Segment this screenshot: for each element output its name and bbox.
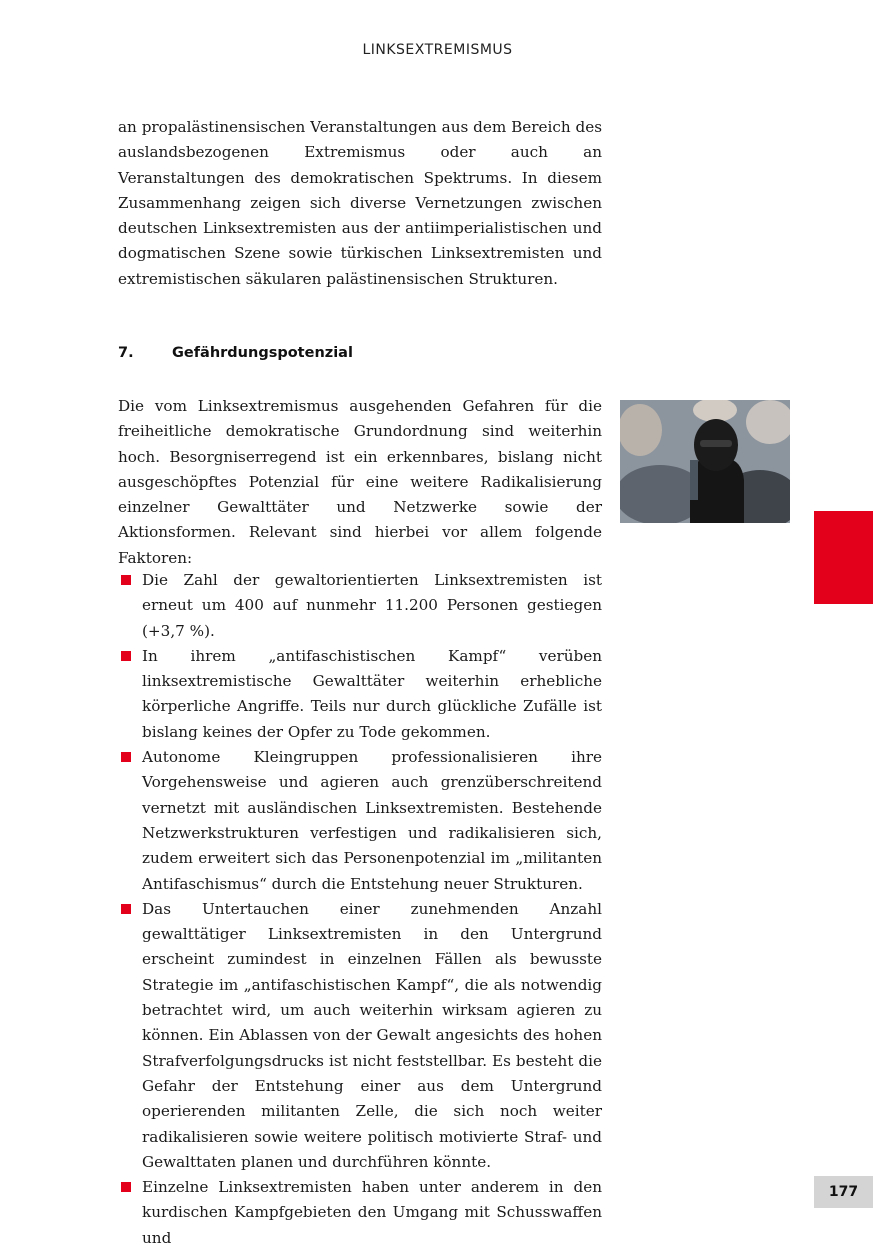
- list-item: [118, 745, 602, 897]
- bullet-square-icon: [121, 904, 131, 914]
- list-item: [118, 897, 602, 1175]
- list-item-text: Autonome Kleingruppen professionalisieren ihre Vorgehensweise und agieren auch grenzüberschreitend vernetzt mit ausländischen Linksextremisten. Bestehende Netzwerkstrukturen verfestigen und radikalisieren sich, zudem erweitert sich das Personenpotenzial im „militanten Antifaschismus“ durch die Entstehung neuer Strukturen.: [142, 748, 602, 893]
- list-item: [118, 1175, 602, 1251]
- masked-person-photo: [620, 400, 790, 523]
- list-item-text: Einzelne Linksextremisten haben unter anderem in den kurdischen Kampfgebieten den Umgang mit Schusswaffen und: [142, 1178, 602, 1247]
- running-header: LINKSEXTREMISMUS: [362, 42, 513, 58]
- section-body: [118, 394, 602, 571]
- section-number: 7.: [118, 345, 134, 361]
- section-paragraph: Die vom Linksextremismus ausgehenden Gefahren für die freiheitliche demokratische Grundordnung sind weiterhin hoch. Besorgniserregend ist ein erkennbares, bislang nicht ausgeschöpftes Potenzial für eine weitere Radikalisierung einzelner Gewalttäter und Netzwerke sowie der Aktionsformen. Relevant sind hierbei vor allem folgende Faktoren:: [118, 397, 602, 567]
- bullet-square-icon: [121, 651, 131, 661]
- bullet-square-icon: [121, 752, 131, 762]
- section-title: Gefährdungspotenzial: [172, 345, 353, 361]
- list-item-text: In ihrem „antifaschistischen Kampf“ verüben linksextremistische Gewalttäter weiterhin erhebliche körperliche Angriffe. Teils nur durch glückliche Zufälle ist bislang keines der Opfer zu Tode gekommen.: [142, 646, 602, 741]
- list-item: [118, 644, 602, 745]
- list-item-text: Die Zahl der gewaltorientierten Linksextremisten ist erneut um 400 auf nunmehr 11.200 Personen gestiegen (+3,7 %).: [142, 571, 602, 640]
- section-heading: [118, 345, 353, 361]
- factor-list: [118, 568, 602, 1251]
- intro-section: [118, 115, 602, 292]
- page-number: 177: [814, 1176, 873, 1208]
- photo-illustration: [620, 400, 790, 523]
- list-item: [118, 568, 602, 644]
- list-item-text: Das Untertauchen einer zunehmenden Anzahl gewalttätiger Linksextremisten in den Untergrund erscheint zumindest in einzelnen Fällen als bewusste Strategie im „antifaschistischen Kampf“, die als notwendig betrachtet wird, um auch weiterhin wirksam agieren zu können. Ein Ablassen von der Gewalt angesichts des hohen Strafverfolgungsdrucks ist nicht feststellbar. Es besteht die Gefahr der Entstehung einer aus dem Untergrund operierenden militanten Zelle, die sich noch weiter radikalisieren sowie weitere politisch motivierte Straf- und Gewalttaten planen und durchführen könnte.: [142, 899, 602, 1171]
- chapter-tab: [814, 511, 873, 604]
- bullet-square-icon: [121, 575, 131, 585]
- bullet-square-icon: [121, 1182, 131, 1192]
- intro-paragraph: an propalästinensischen Veranstaltungen aus dem Bereich des auslandsbezogenen Extremismus oder auch an Veranstaltungen des demokratischen Spektrums. In diesem Zusammenhang zeigen sich diverse Vernetzungen zwischen deutschen Linksextremisten aus der antiimperialistischen und dogmatischen Szene sowie türkischen Linksextremisten und extremistischen säkularen palästinensischen Strukturen.: [118, 118, 602, 288]
